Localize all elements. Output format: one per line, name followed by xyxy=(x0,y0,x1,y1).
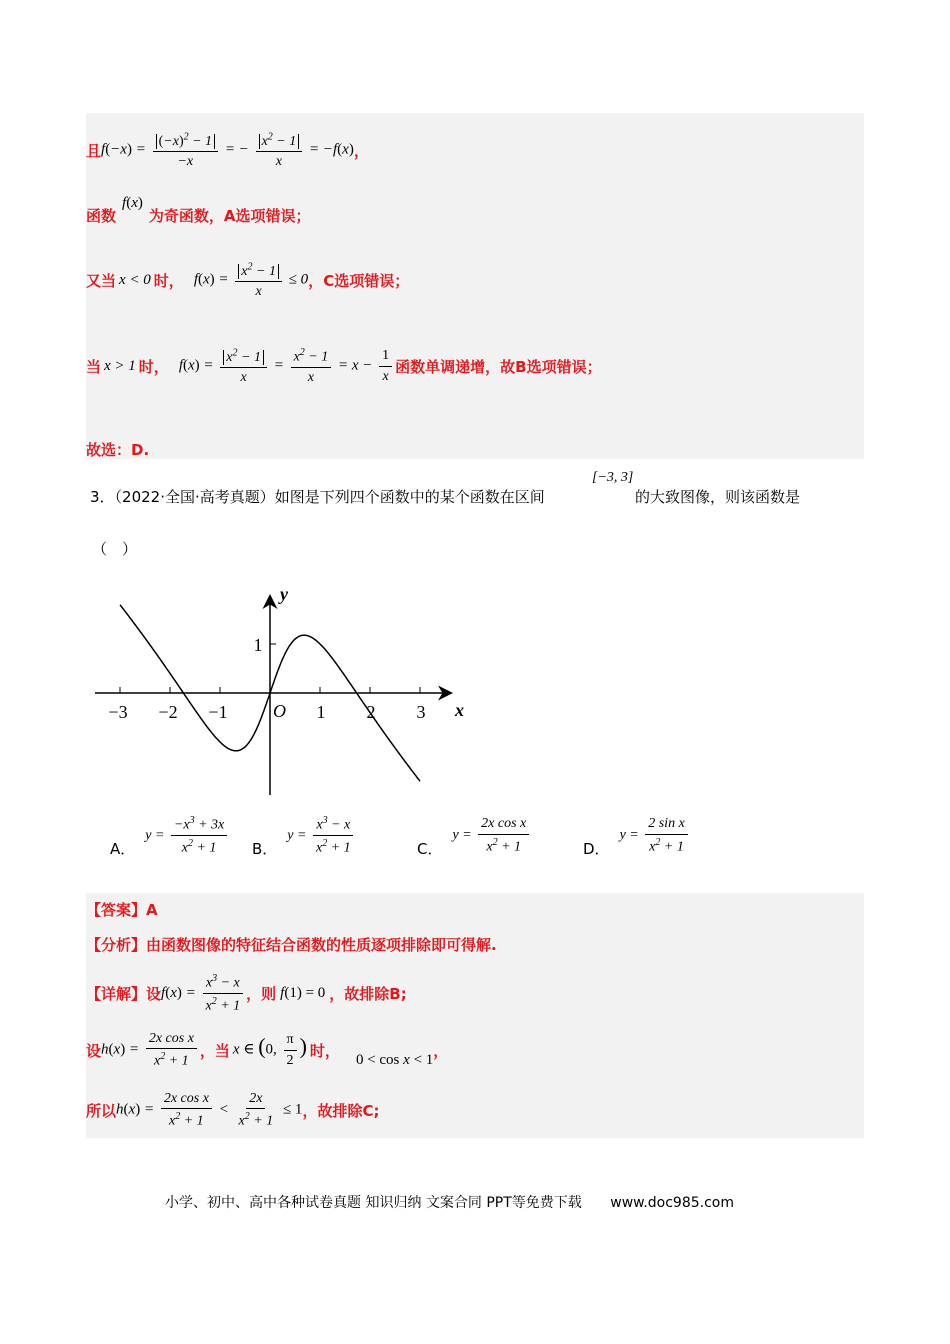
x-tick-label: 1 xyxy=(316,702,326,722)
page-footer: 小学、初中、高中各种试卷真题 知识归纳 文案合同 PPT等免费下载 www.doc985.com xyxy=(165,1195,734,1211)
formula-bound: h(x) = $\frac{\text{2x cos x}}{x^2 + 1}$ < $\frac{2x}{x^2 + 1}$ ≤ 1 xyxy=(116,1091,303,1130)
detail-line-3: 所以 h(x) = $\frac{\text{2x cos x}}{x^2 + 1}$ < $\frac{2x}{x^2 + 1}$ ≤ 1 ，故排除C; xyxy=(86,1091,380,1130)
option-d[interactable]: D． y = $\frac{\text{2 sin x}}{x^2 + 1}$ xyxy=(583,812,691,859)
function-graph xyxy=(90,585,470,805)
option-a[interactable]: A． y = $\frac{-x^3 + 3x}{x^2 + 1}$ xyxy=(110,812,230,859)
solution-line-1: 且 f(−x) = $\frac{(-x)^2 - 1}{-x}$ = − $\frac{x^2 - 1}{x}$ = −f(x) ， xyxy=(86,131,369,170)
formula-odd-check: f(−x) = $\frac{(-x)^2 - 1}{-x}$ = − $\frac{x^2 - 1}{x}$ = −f(x) xyxy=(101,131,354,170)
formula-option-c: h(x) = $\frac{\text{2x cos x}}{x^2 + 1}$ xyxy=(101,1031,200,1069)
solution-line-2: 函数 f(x) 为奇函数，A选项错误； xyxy=(86,195,311,225)
question-text-after: 的大致图像，则该函数是 xyxy=(635,488,801,506)
option-b-formula: y = $\frac{x^3 - x}{x^2 + 1}$ xyxy=(287,815,356,856)
x-tick-label: −3 xyxy=(108,702,128,722)
x-axis-label: x xyxy=(455,700,464,720)
y-tick-label: 1 xyxy=(253,635,263,655)
formula-option-b: f(x) = $\frac{x^3 - x}{x^2 + 1}$ xyxy=(161,973,246,1014)
answer-line: 【答案】A xyxy=(86,901,158,919)
solution-line-5: 故选：D. xyxy=(86,441,150,459)
x-tick-label: −1 xyxy=(208,702,228,722)
formula-monotonic: f(x) = $\frac{x^2 - 1}{x}$ = $\frac{x^2 - 1}{x}$ = x − $\frac{1}{x}$ xyxy=(179,347,395,385)
question-paren: （ ） xyxy=(92,540,138,558)
question-text: 3．（2022·全国·高考真题）如图是下列四个函数中的某个函数在区间 xyxy=(90,488,545,506)
detail-line: 【详解】设 f(x) = $\frac{x^3 - x}{x^2 + 1}$ ，则 f(1) = 0 ，故排除B; xyxy=(86,973,407,1014)
answer-box xyxy=(86,893,864,1138)
y-axis-label: y xyxy=(280,585,288,604)
option-b[interactable]: B． y = $\frac{x^3 - x}{x^2 + 1}$ xyxy=(252,812,357,859)
analysis-line: 【分析】由函数图像的特征结合函数的性质逐项排除即可得解. xyxy=(86,936,497,954)
question-interval: [−3, 3] xyxy=(592,470,634,485)
x-tick-label: 3 xyxy=(416,702,426,722)
formula-negative: f(x) = $\frac{x^2 - 1}{x}$ ≤ 0 xyxy=(193,261,309,300)
solution-line-3: 又当 x < 0 时， f(x) = $\frac{x^2 - 1}{x}$ ≤ 0 ，C选项错误； xyxy=(86,261,410,300)
x-tick-label: −2 xyxy=(158,702,178,722)
detail-line-2: 设 h(x) = $\frac{\text{2x cos x}}{x^2 + 1}$ ，当 x ∈ (0, $\frac{\pi}{2}$ ) 时， 0 < cos x < 1 ， xyxy=(86,1031,449,1070)
option-a-formula: y = $\frac{-x^3 + 3x}{x^2 + 1}$ xyxy=(145,815,230,856)
solution-box-top xyxy=(86,113,864,459)
x-tick-label: 2 xyxy=(366,702,376,722)
solution-line-4: 当 x > 1 时， f(x) = $\frac{x^2 - 1}{x}$ = $\frac{x^2 - 1}{x}$ = x − $\frac{1}{x}$ 函数单调递增，故B选项错误； xyxy=(86,347,602,386)
formula-fx: f(x) xyxy=(122,195,143,211)
origin-label: O xyxy=(273,701,286,721)
option-c[interactable]: C． y = $\frac{\text{2x cos x}}{x^2 + 1}$ xyxy=(417,812,532,859)
option-c-formula: y = $\frac{\text{2x cos x}}{x^2 + 1}$ xyxy=(452,816,532,854)
footer-url[interactable]: www.doc985.com xyxy=(610,1195,734,1211)
option-d-formula: y = $\frac{\text{2 sin x}}{x^2 + 1}$ xyxy=(620,816,691,854)
